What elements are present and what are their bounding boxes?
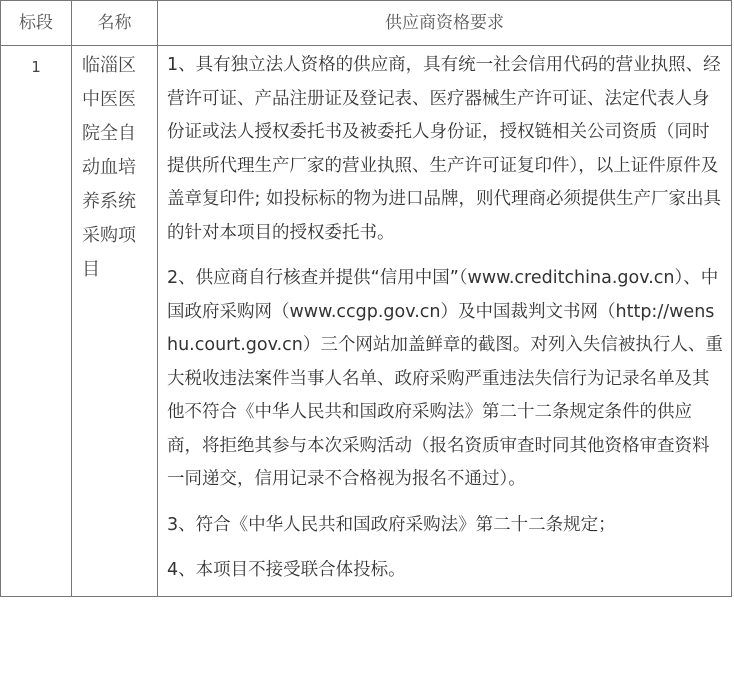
requirement-item-4: 4、本项目不接受联合体投标。 [167,560,406,580]
requirement-item-2: 2、供应商自行核查并提供“信用中国”（www.creditchina.gov.cn）、中国政府采购网（www.ccgp.gov.cn）及中国裁判文书网（http://wenshu.court.gov.cn）三个网站加盖鲜章的截图。对列入失信被执行人、重大税收违法案件当事人名单、政府采购严重违法失信行为记录名单及其他不符合《中华人民共和国政府采购法》第二十二条规定条件的供应商，将拒绝其参与本次采购活动（报名资质审查时同其他资格审查资料一同递交，信用记录不合格视为报名不通过）。 [167,268,723,489]
header-row [1,1,732,46]
requirements-cell [158,46,732,597]
requirement-item-3: 3、符合《中华人民共和国政府采购法》第二十二条规定； [167,514,616,535]
project-name-cell: 临淄区中医医院全自动血培养系统采购项目 [72,46,158,597]
requirement-item-1: 1、具有独立法人资格的供应商，具有统一社会信用代码的营业执照、经营许可证、产品注册证及登记表、医疗器械生产许可证、法定代表人身份证或法人授权委托书及被委托人身份证，授权链相关公司资质（同时提供所代理生产厂家的营业执照、生产许可证复印件），以上证件原件及盖章复印件; 如投标标的物为进口品牌，则代理商必须提供生产厂家出具的针对本项目的授权委托书。 [167,55,721,243]
header-name: 名称 [72,1,158,46]
header-segment: 标段 [1,1,72,46]
table-row [1,46,732,597]
header-requirements: 供应商资格要求 [158,1,732,46]
segment-cell: 1 [1,46,72,597]
